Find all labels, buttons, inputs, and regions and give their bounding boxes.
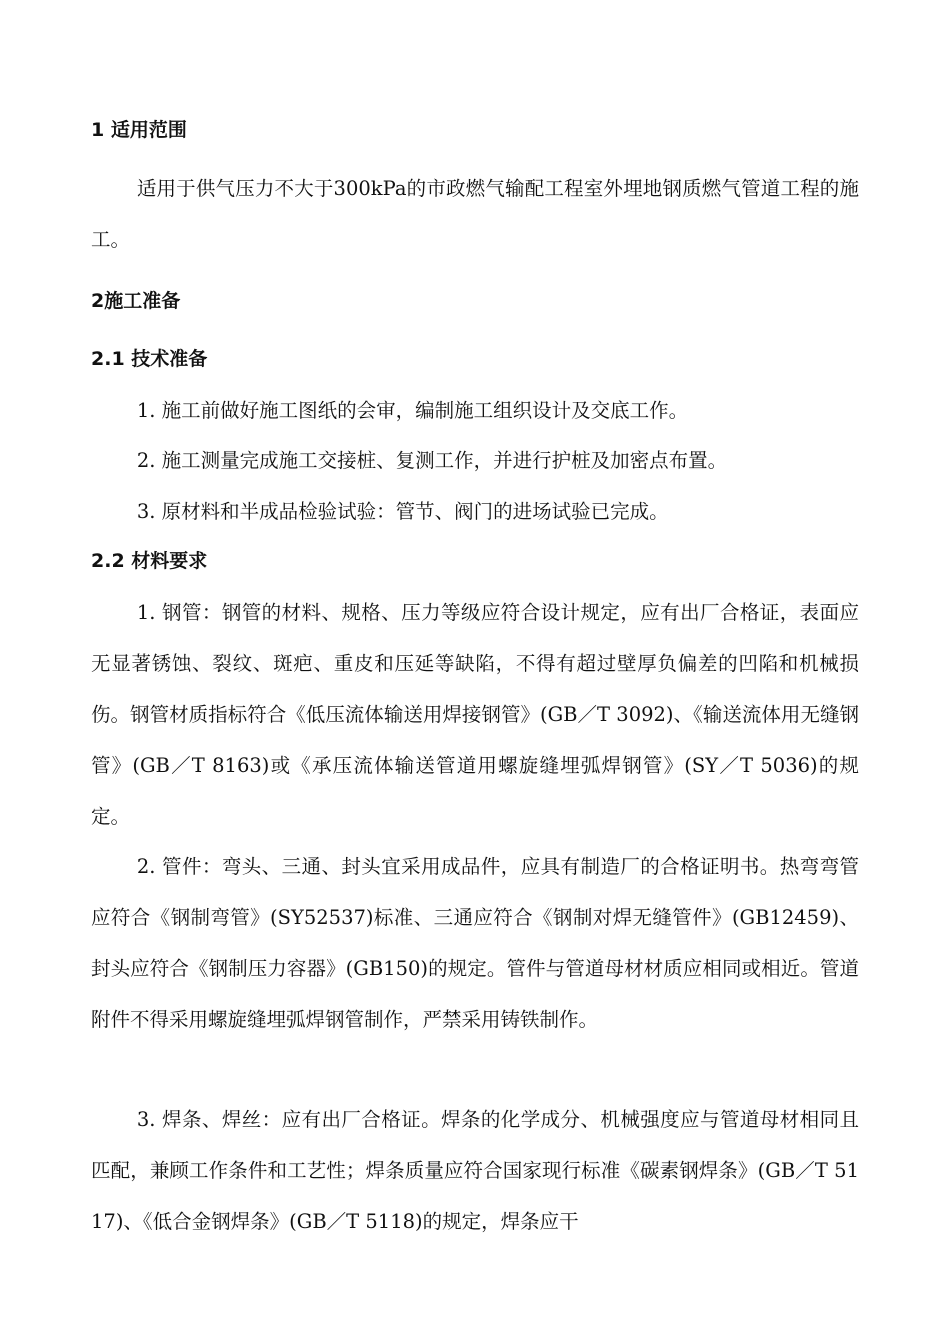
material-item-2: 2. 管件：弯头、三通、封头宜采用成品件，应具有制造厂的合格证明书。热弯弯管应符合《钢制弯管》(SY52537)标准、三通应符合《钢制对焊无缝管件》(GB12459)、封头应符合《钢制压力容器》(GB150)的规定。管件与管道母材材质应相同或相近。管道附件不得采用螺旋缝埋弧焊钢管制作，严禁采用铸铁制作。 <box>91 855 859 1031</box>
tech-item-1: 1. 施工前做好施工图纸的会审，编制施工组织设计及交底工作。 <box>136 399 689 422</box>
section-1-title: 1 适用范围 <box>91 119 187 141</box>
tech-item-3: 3. 原材料和半成品检验试验：管节、阀门的进场试验已完成。 <box>136 500 669 523</box>
section-2-1-title: 2.1 技术准备 <box>91 348 208 370</box>
material-item-1: 1. 钢管：钢管的材料、规格、压力等级应符合设计规定，应有出厂合格证，表面应无显著锈蚀、裂纹、斑疤、重皮和压延等缺陷，不得有超过壁厚负偏差的凹陷和机械损伤。钢管材质指标符合《低压流体输送用焊接钢管》(GB／T 3092)、《输送流体用无缝钢管》(GB／T 8163)或《承压流体输送管道用螺旋缝埋弧焊钢管》(SY／T 5036)的规定。 <box>91 601 859 828</box>
section-2-title: 2施工准备 <box>91 290 181 312</box>
section-1-body: 适用于供气压力不大于300kPa的市政燃气输配工程室外埋地钢质燃气管道工程的施工。 <box>91 177 859 251</box>
material-item-3: 3. 焊条、焊丝：应有出厂合格证。焊条的化学成分、机械强度应与管道母材相同且匹配，兼顾工作条件和工艺性；焊条质量应符合国家现行标准《碳素钢焊条》(GB／T 5117)、《低合金钢焊条》(GB／T 5118)的规定，焊条应干 <box>91 1108 859 1233</box>
section-2-2-title: 2.2 材料要求 <box>91 550 208 572</box>
tech-item-2: 2. 施工测量完成施工交接桩、复测工作，并进行护桩及加密点布置。 <box>136 449 728 472</box>
